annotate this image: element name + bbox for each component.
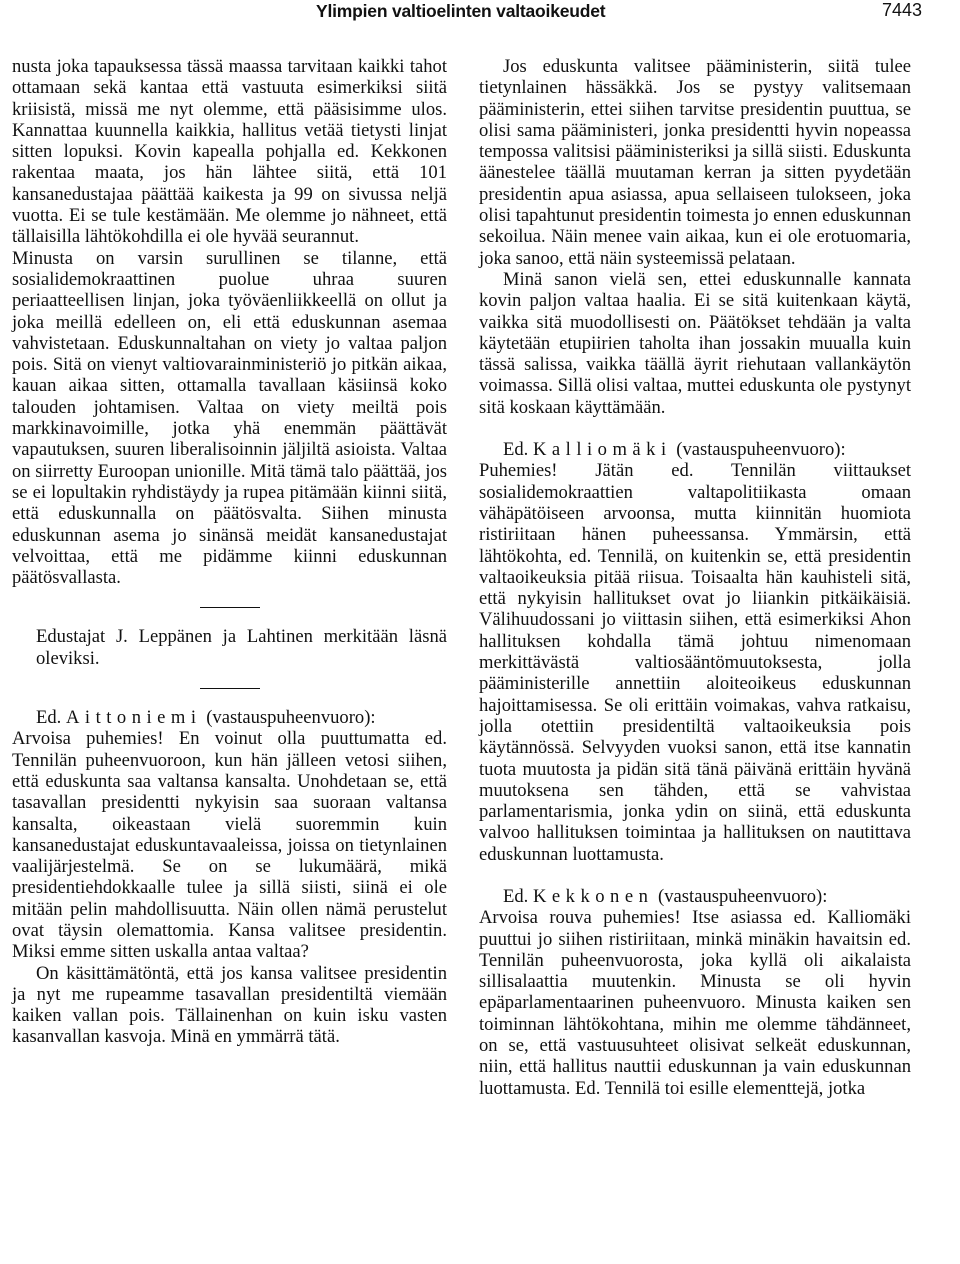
speaker-line: [479, 439, 911, 460]
spacer: [479, 865, 911, 886]
speaker-role: (vastauspuheenvuoro):: [676, 439, 846, 461]
section-divider: [200, 688, 260, 689]
speaker-prefix: Ed.: [503, 439, 529, 461]
speaker-role: (vastauspuheenvuoro):: [658, 885, 828, 907]
page-header: [0, 0, 960, 30]
paragraph: Arvoisa rouva puhemies! Itse asiassa ed. Kalliomäki puuttui jo siihen ristiriitaan, minkä minäkin havaitsin ed. Tennilän puheenvuorosta, joka kyllä oli aikalaista sillisalaattia muutenkin. Minusta se oli hyvin epäparlamentaarinen puheenvuoro. Minusta kaiken sen toiminnan lähtökohtana, mihin me olemme tähdänneet, on se, että vastuusuhteet olisivat selkeät eduskunnan, niin, että hallitus nauttii eduskunnan ja vain eduskunnan luottamusta. Ed. Tennilä toi esille elementtejä, jotka: [479, 907, 911, 1099]
speaker-line: [479, 886, 911, 907]
paragraph: Minusta on varsin surullinen se tilanne, että sosialidemokraattinen puolue uhraa suuren periaatteellisen linjan, joka työväenliikkeellä on ollut ja joka meillä edelleen on, eli että eduskunnan asemaa vahvistetaan. Eduskunnaltahan on viety jo valtaa paljon pois. Sitä on vienyt valtiovarainministeriö jo pitkän aikaa, kauan aikaa sitten, ottamalla tavallaan käsiinsä koko talouden johtamisen. Valtaa on viety meiltä pois markkinavoimille, jotka yhä enemmän päättävät vapautuksen, suuren liberalisoinnin jäljiltä asioista. Valtaa on siirretty Euroopan unionille. Mitä tämä talo päättää, jos se ei lopultakin ryhdistäydy ja rupea pitämään kiinni siitä, että eduskunnalla on päätösvalta. Siihen minusta eduskunnan asema jo sinänsä meidät kansanedustajat velvoittaa, että me pidämme kiinni eduskunnan päätösvallasta.: [12, 247, 447, 589]
paragraph: Arvoisa puhemies! En voinut olla puuttumatta ed. Tennilän puheenvuoroon, kun hän jälleen vetosi siihen, että eduskunta saa valtansa kansalta. Unohdetaan se, että tasavallan presidentti nykyisin saa suoraan valtansa kansalta, oikeastaan vielä suoremmin kuin kansanedustajat eduskuntavaaleissa, joissa on tietynlainen vaalijärjestelmä. Se on se lukumäärä, mikä presidentiehdokkaalle tulee ja sillä siisti, siinä ei ole mitään pelin mahdollisuutta. Näin ollen nämä perustelut ovat täysin olemattomia. Kansa valitsee presidentin. Miksi emme sitten uskalla antaa valtaa?: [12, 728, 447, 963]
speaker-name: Aittoniemi: [65, 707, 202, 729]
paragraph: On käsittämätöntä, että jos kansa valitsee presidentin ja nyt me rupeamme tasavallan presidentiltä viemään kaiken vallan pois. Tällainenhan on kuin isku vasten kasanvallan kasvoja. Minä en ymmärrä tätä.: [12, 962, 447, 1048]
left-column: [12, 56, 447, 1048]
section-divider: [200, 607, 260, 608]
paragraph: Jos eduskunta valitsee pääministerin, siitä tulee tietynlainen hässäkkä. Jos se pystyy valitsemaan pääministerin, ettei siihen tarvitse presidentin puuttua, se olisi sama pääministeri, jonka presidentti hyvin nopeassa tempossa valitsisi pääministeriksi ja sillä siisti. Eduskunta äänestelee täällä muutaman kerran ja sitten pyydetään presidentin apua asiassa, apua sellaiseen tulokseen, joka olisi tapahtunut presidentin toimesta jo ennen eduskunnan sekoilua. Näin menee vain aikaa, kun ei ole erotuomaria, joka sanoo, että näin systeemissä pelataan.: [479, 56, 911, 269]
right-column: [479, 56, 911, 1099]
speaker-name: Kekkonen: [532, 885, 654, 907]
speaker-line: [12, 707, 447, 728]
page-number: 7443: [881, 0, 922, 20]
speaker-prefix: Ed.: [36, 707, 62, 729]
speaker-name: Kalliomäki: [532, 439, 672, 461]
notice-text: Edustajat J. Leppänen ja Lahtinen merkitään läsnä oleviksi.: [36, 626, 447, 669]
spacer: [479, 418, 911, 439]
attendance-notice: [12, 626, 447, 669]
paragraph: Puhemies! Jätän ed. Tennilän viittaukset sosialidemokraattien valtapolitiikasta omaan vähäpätöiseen arvoonsa, mutta kiinnitän huomiota ristiriitaan hänen puheessansa. Ymmärsin, että lähtökohta, ed. Tennilä, on kuitenkin se, että presidentin valtaoikeuksia pitää riisua. Toisaalta hän kauhisteli sitä, että nykyisin hallitukset ovat jo liiankin pitkäikäisiä. Välihuudossani jo viittasin siihen, että esimerkiksi Ahon hallituksen kohdalla tämä johtuu nimenomaan merkittävästä valtiosääntömuutoksesta, jolla pääministerille annettiin aloiteoikeus eduskunnan hajoittamisessa. Se oli erittäin voimakas, vahva ratkaisu, jolla otettiin presidentiltä valtaoikeuksia pois käytännössä. Selvyyden vuoksi sanon, että itse kannatin tuota muutosta ja pidän sitä tänä päivänä erittäin hyvänä muutoksena sen tähden, että se vahvistaa parlamentarismia, jonka ydin on siinä, että eduskunta valvoo hallituksen toimintaa ja hallituksen on nautittava eduskunnan luottamusta.: [479, 460, 911, 865]
paragraph: nusta joka tapauksessa tässä maassa tarvitaan kaikki tahot ottamaan sekä kantaa että vastuuta esimerkiksi siitä kriisistä, missä me nyt olemme, että pääsisimme ulos. Kannattaa kuunnella kaikkia, hallitus vetää tietysti linjat sitten lopuksi. Kovin kapealla pohjalla ed. Kekkonen rakentaa maata, jos hän lähtee siitä, että 101 kansanedustajaa päättää kaikesta ja 99 on sivussa neljä vuotta. Ei se tule kestämään. Me olemme jo nähneet, että tällaisilla lähtökohdilla ei ole hyvää seurannut.: [12, 56, 447, 248]
speaker-role: (vastauspuheenvuoro):: [206, 707, 376, 729]
running-title: Ylimpien valtioelinten valtaoikeudet: [316, 1, 606, 21]
speaker-prefix: Ed.: [503, 885, 529, 907]
paragraph: Minä sanon vielä sen, ettei eduskunnalle kannata kovin paljon valtaa haalia. Ei se sitä kuitenkaan käytä, vaikka sitä muodollisesti on. Päätökset tehdään ja valta käytetään etupiirien taholta ihan jossakin muualla kuin tässä salissa, vaikka täällä äyrit riehutaan vallankäytön voimassa. Sillä olisi valtaa, muttei eduskunta ole pystynyt sitä koskaan käyttämään.: [479, 268, 911, 418]
